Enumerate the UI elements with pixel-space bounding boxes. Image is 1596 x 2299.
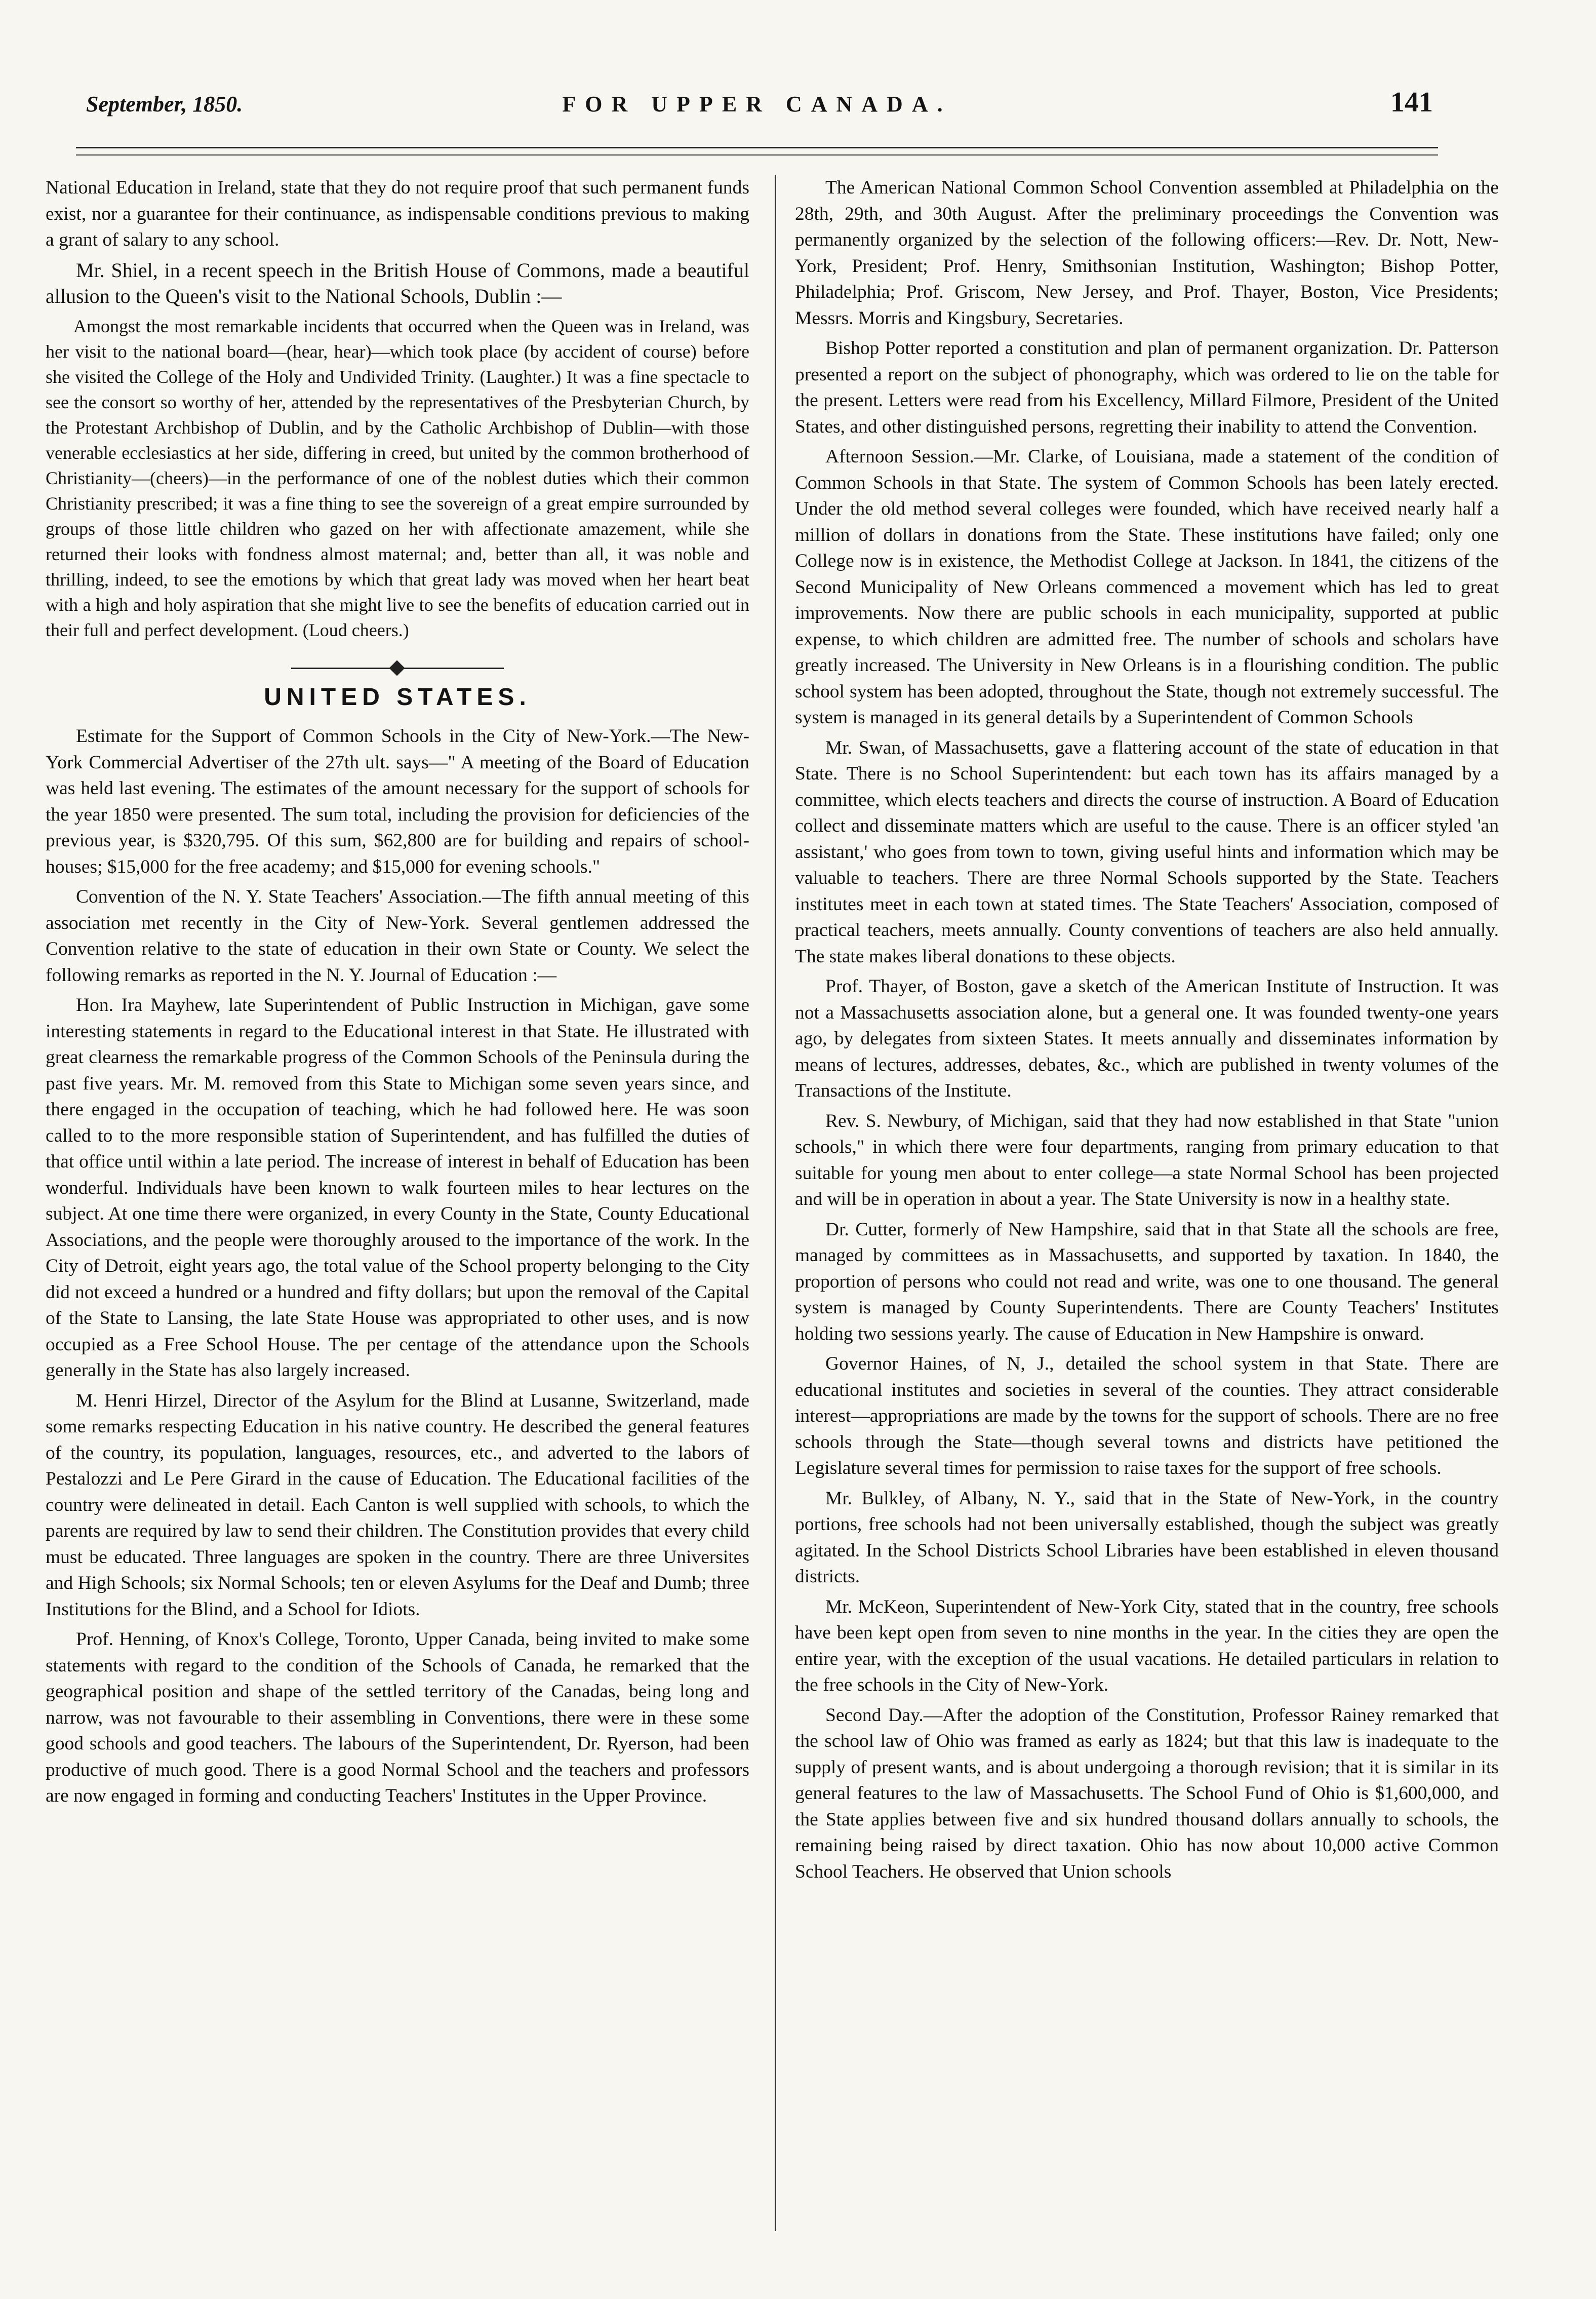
paragraph: M. Henri Hirzel, Director of the Asylum for the Blind at Lusanne, Switzerland, made some remarks respecting Education in his native country. He described the general features of the country, its population, languages, resources, etc., and adverted to the labors of Pestalozzi and Le Pere Girard in the cause of Education. The Educational facilities of the country were delineated in detail. Each Canton is well supplied with schools, to which the parents are required by law to send their children. The Constitution provides that every child must be educated. Three languages are spoken in the country. There are three Universites and High Schools; six Normal Schools; ten or eleven Asylums for the Deaf and Dumb; three Institutions for the Blind, and a School for Idiots. (46, 1390, 749, 1620)
paragraph: Mr. Swan, of Massachusetts, gave a flattering account of the state of education in that State. There is no School Superintendent: but each town has its affairs managed by a committee, which elects teachers and directs the course of instruction. A Board of Education collect and disseminate matters which are useful to the cause. There is an officer styled 'an assistant,' who goes from town to town, giving useful hints and information which may be valuable to teachers. There are three Normal Schools supported by the State. Teachers institutes meet in each town at stated times. The State Teachers' Association, composed of practical teachers, meets annually. County conventions of teachers are also held annually. The state makes liberal donations to these objects. (795, 737, 1499, 967)
paragraph: Convention of the N. Y. State Teachers' Association.—The fifth annual meeting of this association met recently in the City of New-York. Several gentlemen addressed the Convention relative to the state of education in their own State or County. We select the following remarks as reported in the N. Y. Journal of Education :— (46, 886, 749, 986)
paragraph: The American National Common School Convention assembled at Philadelphia on the 28th, 29th, and 30th August. After the preliminary proceedings the Convention was permanently organized by the selection of the following officers:—Rev. Dr. Nott, New-York, President; Prof. Henry, Smithsonian Institution, Washington; Bishop Potter, Philadelphia; Prof. Griscom, New Jersey, and Prof. Thayer, Boston, Vice Presidents; Messrs. Morris and Kingsbury, Secretaries. (795, 177, 1499, 329)
paragraph: Mr. Shiel, in a recent speech in the British House of Commons, made a beautiful allusion to the Queen's visit to the National Schools, Dublin :— (46, 258, 749, 307)
paragraph: Mr. Bulkley, of Albany, N. Y., said that in the State of New-York, in the country portions, free schools had not been universally established, though the subject was greatly agitated. In the School Districts School Libraries have been established in eleven thousand districts. (795, 1488, 1499, 1587)
running-title: FOR UPPER CANADA. (562, 92, 952, 116)
paragraph: Bishop Potter reported a constitution and plan of permanent organization. Dr. Patterson presented a report on the subject of phonography, which was ordered to lie on the table for the present. Letters were read from his Excellency, Millard Filmore, President of the United States, and other distinguished persons, regretting their inability to attend the Convention. (795, 338, 1499, 437)
header-rule (76, 147, 1438, 155)
paragraph: Hon. Ira Mayhew, late Superintendent of Public Instruction in Michigan, gave some interesting statements in regard to the Educational interest in that State. He illustrated with great clearness the remarkable progress of the Common Schools of the Peninsula during the past five years. Mr. M. removed from this State to Michigan some seven years since, and there engaged in the occupation of teaching, which he had followed here. He was soon called to to the more responsible station of Superintendent, and has fulfilled the duties of that office until within a late period. The increase of interest in behalf of Education has been wonderful. Individuals have been known to walk fourteen miles to hear lectures on the subject. At one time there were organized, in every County in the State, County Educational Associations, and the people were thoroughly aroused to the importance of the work. In the City of Detroit, eight years ago, the total value of the School property belonging to the City did not exceed a hundred or a hundred and fifty dollars; but upon the removal of the Capital of the State to Lansing, the late State House was appropriated to other uses, and is now occupied as a Free School House. The per centage of the attendance upon the Schools generally in the State has also largely increased. (46, 995, 749, 1381)
section-heading: UNITED STATES. (264, 683, 531, 711)
paragraph: Rev. S. Newbury, of Michigan, said that they had now established in that State "union schools," in which there were four departments, ranging from primary education to that suitable for young men about to enter college—a state Normal School has been projected and will be in operation in about a year. The State University is now in a healthy state. (795, 1110, 1499, 1210)
right-column (795, 175, 1499, 1889)
paragraph: Prof. Thayer, of Boston, gave a sketch of the American Institute of Instruction. It was not a Massachusetts association alone, but a general one. It was founded twenty-one years ago, by delegates from sixteen States. It meets annually and disseminates information by means of lectures, addresses, debates, &c., which are published in twenty volumes of the Transactions of the Institute. (795, 976, 1499, 1101)
paragraph: Prof. Henning, of Knox's College, Toronto, Upper Canada, being invited to make some statements with regard to the condition of the Schools of Canada, he remarked that the geographical position and shape of the settled territory of the Canadas, being long and narrow, was not favourable to their assembling in Conventions, there were in these some good schools and good teachers. The labours of the Superintendent, Dr. Ryerson, had been productive of much good. There is a good Normal School and the teachers and professors are now engaged in forming and conducting Teachers' Institutes in the Upper Province. (46, 1629, 749, 1806)
page-header (76, 86, 1438, 132)
paragraph: Second Day.—After the adoption of the Constitution, Professor Rainey remarked that the school law of Ohio was framed as early as 1824; but that this law is inadequate to the supply of present wants, and is about undergoing a thorough revision; that it is similar in its general features to the law of Massachusetts. The School Fund of Ohio is $1,600,000, and the State applies between five and six hundred thousand dollars annually to schools, the remaining being raised by direct taxation. Ohio has now about 10,000 active Common School Teachers. He observed that Union schools (795, 1704, 1499, 1882)
page-number: 141 (1390, 87, 1433, 118)
issue-date: September, 1850. (86, 92, 243, 116)
column-divider (775, 175, 776, 2231)
section-ornament (291, 658, 504, 678)
paragraph: Dr. Cutter, formerly of New Hampshire, said that in that State all the schools are free, managed by committees as in Massachusetts, and supported by taxation. In 1840, the proportion of persons who could not read and write, was one to one thousand. The general system is managed by County Superintendents. There are County Teachers' Institutes holding two sessions yearly. The cause of Education in New Hampshire is onward. (795, 1219, 1499, 1344)
quoted-speech: Amongst the most remarkable incidents that occurred when the Queen was in Ireland, was her visit to the national board—(hear, hear)—which took place (by accident of course) before she visited the College of the Holy and Undivided Trinity. (Laughter.) It was a fine spectacle to see the consort so worthy of her, attended by the representatives of the Presbyterian Church, by the Protestant Archbishop of Dublin, and by the Catholic Archbishop of Dublin—with those venerable ecclesiastics at her side, differing in creed, but united by the common brotherhood of Christianity—(cheers)—in the performance of one of the noblest duties which their common Christianity prescribed; it was a fine thing to see the sovereign of a great empire surrounded by groups of those little children who gazed on her with affectionate amazement, while she returned their looks with fondness almost maternal; and, better than all, it was noble and thrilling, indeed, to see the emotions by which that great lady was moved when her heart beat with a high and holy aspiration that she might live to see the benefits of education carried out in their full and perfect development. (Loud cheers.) (46, 316, 749, 640)
paragraph: Governor Haines, of N, J., detailed the school system in that State. There are educational institutes and societies in several of the counties. They attract considerable interest—appropriations are made by the towns for the support of schools. There are no free schools through the State—though several towns and districts have petitioned the Legislature several times for permission to raise taxes for the support of free schools. (795, 1353, 1499, 1478)
paragraph: National Education in Ireland, state that they do not require proof that such permanent funds exist, nor a guarantee for their continuance, as indispensable conditions previous to making a grant of salary to any school. (46, 177, 749, 250)
paragraph: Estimate for the Support of Common Schools in the City of New-York.—The New-York Commercial Advertiser of the 27th ult. says—" A meeting of the Board of Education was held last evening. The estimates of the amount necessary for the support of schools for the year 1850 were presented. The sum total, including the provision for deficiencies of the previous year, is $320,795. Of this sum, $62,800 are for building and repairs of school-houses; $15,000 for the free academy; and $15,000 for evening schools." (46, 726, 749, 877)
paragraph: Afternoon Session.—Mr. Clarke, of Louisiana, made a statement of the condition of Common Schools in that State. The system of Common Schools has been lately erected. Under the old method several colleges were founded, which have received nearly half a million of dollars in donations from the State. These institutions have failed; only one College now is in existence, the Methodist College at Jackson. In 1841, the citizens of the Second Municipality of New Orleans commenced a movement which has led to great improvements. Now there are public schools in each municipality, supported at public expense, to which children are admitted free. The number of schools and scholars have greatly increased. The University in New Orleans is in a flourishing condition. The public school system has been adopted, throughout the State, though not extremely successful. The system is managed in its general details by a Superintendent of Common Schools (795, 446, 1499, 728)
paragraph: Mr. McKeon, Superintendent of New-York City, stated that in the country, free schools have been kept open from seven to nine months in the year. In the cities they are open the entire year, with the exception of the usual vacations. He detailed particulars in relation to the free schools in the City of New-York. (795, 1596, 1499, 1695)
left-column (46, 175, 749, 1813)
